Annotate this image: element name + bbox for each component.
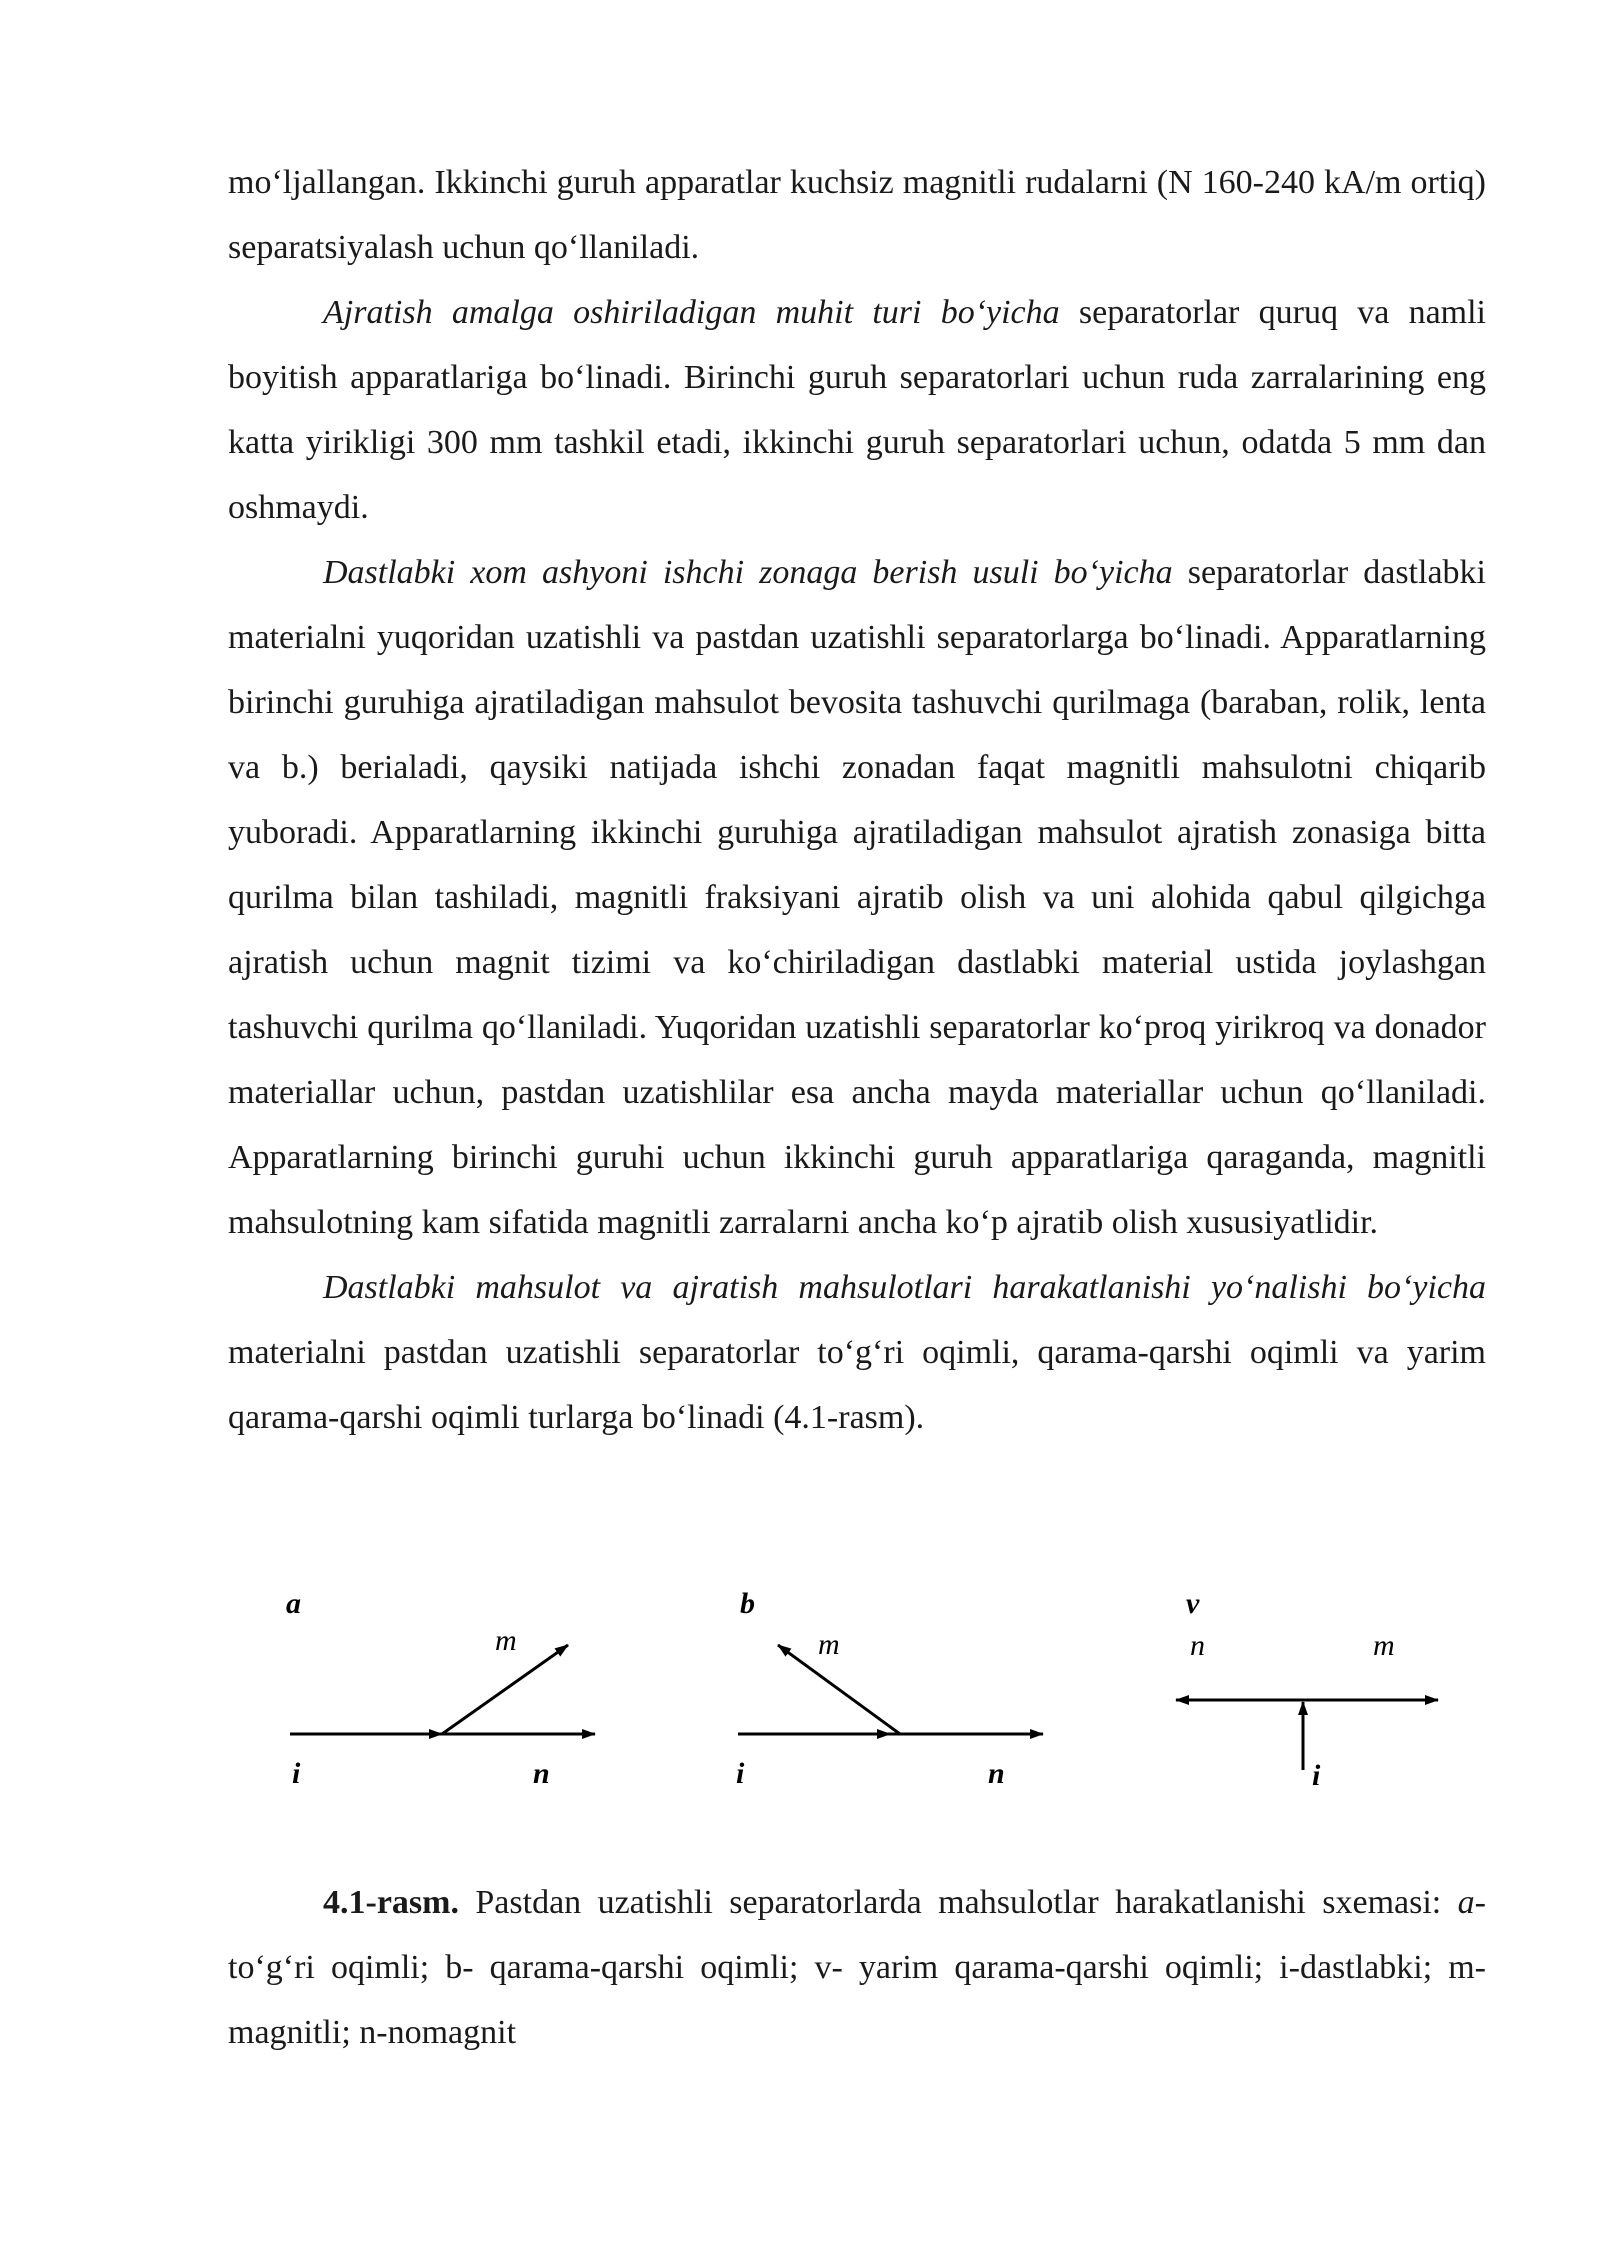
document-body: [228, 150, 1486, 1450]
scheme-v-m-label: m: [1373, 1629, 1395, 1662]
paragraph-heading-italic: Dastlabki xom ashyoni ishchi zonaga berish usuli bo‘yicha: [323, 554, 1173, 591]
caption-text: [228, 1870, 1486, 2065]
caption-italic-a: a: [1457, 1884, 1475, 1921]
figure-svg: [228, 1585, 1486, 1815]
figure-flow-schemes: [228, 1585, 1486, 1815]
scheme-a: [286, 1587, 595, 1790]
caption-number: 4.1-rasm.: [323, 1884, 459, 1921]
paragraph-text: materialni pastdan uzatishli separatorlar to‘g‘ri oqimli, qarama-qarshi oqimli va yarim qarama-qarshi oqimli turlarga bo‘linadi (4.1-rasm).: [228, 1334, 1486, 1436]
scheme-a-i-label: i: [292, 1757, 301, 1790]
scheme-b-m-label: m: [818, 1628, 840, 1661]
scheme-a-label: a: [286, 1587, 301, 1620]
scheme-v-i-label: i: [1312, 1759, 1321, 1792]
scheme-b: [736, 1587, 1043, 1790]
paragraph-text: separatorlar dastlabki materialni yuqoridan uzatishli va pastdan uzatishli separatorlarga bo‘linadi. Apparatlarning birinchi guruhiga ajratiladigan mahsulot bevosita tashuvchi qurilmaga (baraban, rolik, lenta va b.) berialadi, qaysiki natijada ishchi zonadan faqat magnitli mahsulotni chiqarib yuboradi. Apparatlarning ikkinchi guruhiga ajratiladigan mahsulot ajratish zonasiga bitta qurilma bilan tashiladi, magnitli fraksiyani ajratib olish va uni alohida qabul qilgichga ajratish uchun magnit tizimi va ko‘chiriladigan dastlabki material ustida joylashgan tashuvchi qurilma qo‘llaniladi. Yuqoridan uzatishli separatorlar ko‘proq yirikroq va donador materiallar uchun, pastdan uzatishlilar esa ancha mayda materiallar uchun qo‘llaniladi. Apparatlarning birinchi guruhi uchun ikkinchi guruh apparatlariga qaraganda, magnitli mahsulotning kam sifatida magnitli zarralarni ancha ko‘p ajratib olish xususiyatlidir.: [228, 554, 1486, 1241]
figure-caption: [228, 1870, 1486, 2065]
scheme-v-n-label: n: [1190, 1629, 1205, 1662]
scheme-a-magnetic-arrow: [442, 1645, 568, 1734]
paragraph-continuation: mo‘ljallangan. Ikkinchi guruh apparatlar kuchsiz magnitli rudalarni (N 160-240 kA/m ortiq) separatsiyalash uchun qo‘llaniladi.: [228, 164, 1486, 266]
paragraph-heading-italic: Dastlabki mahsulot va ajratish mahsulotlari harakatlanishi yo‘nalishi bo‘yicha: [323, 1269, 1486, 1306]
scheme-v-label: v: [1186, 1587, 1200, 1620]
paragraph-medium-type: [228, 280, 1486, 540]
scheme-b-n-label: n: [988, 1757, 1005, 1790]
scheme-a-n-label: n: [533, 1757, 550, 1790]
scheme-b-label: b: [740, 1587, 755, 1620]
paragraph-text: separatorlar quruq va namli boyitish apparatlariga bo‘linadi. Birinchi guruh separatorlari uchun ruda zarralarining eng katta yirikligi 300 mm tashkil etadi, ikkinchi guruh separatorlari uchun, odatda 5 mm dan oshmaydi.: [228, 294, 1487, 526]
scheme-b-i-label: i: [736, 1757, 745, 1790]
scheme-v: [1176, 1587, 1438, 1792]
scheme-a-m-label: m: [495, 1624, 517, 1657]
paragraph-feed-method: [228, 540, 1486, 1255]
caption-part: - to‘g‘ri oqimli; b- qarama-qarshi oqimli; v- yarim qarama-qarshi oqimli; i-dastlabki; m-magnitli; n-nomagnit: [228, 1884, 1486, 2051]
paragraph-flow-direction: [228, 1255, 1486, 1450]
paragraph-heading-italic: Ajratish amalga oshiriladigan muhit turi bo‘yicha: [323, 294, 1060, 331]
caption-part: Pastdan uzatishli separatorlarda mahsulotlar harakatlanishi sxemasi:: [458, 1884, 1458, 1921]
